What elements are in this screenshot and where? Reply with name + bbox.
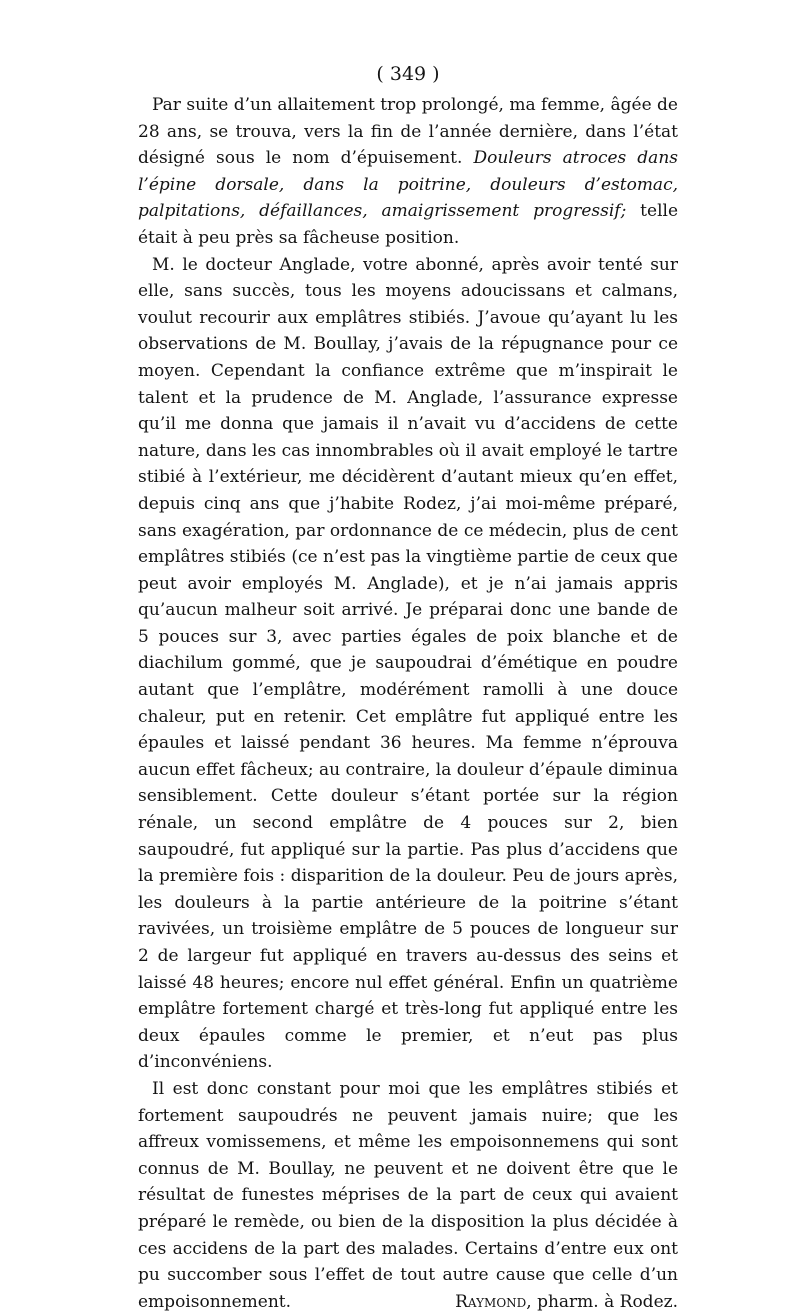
page-number: ( 349 )	[376, 63, 440, 85]
signature-name: Raymond	[455, 1291, 527, 1312]
paragraph-2: M. le docteur Anglade, votre abonné, après avoir tenté sur elle, sans succès, tous les moyens adoucissans et calmans, voulut recourir aux emplâtres stibiés. J’avoue qu’ayant lu les observations de M. Boullay, j’avais de la répugnance pour ce moyen. Cependant la confiance extrême que m’inspirait le talent et la prudence de M. Anglade, l’assurance expresse qu’il me donna que jamais il n’avait vu d’accidens de cette nature, dans les cas innombrables où il avait employé le tartre stibié à l’extérieur, me décidèrent d’autant mieux qu’en effet, depuis cinq ans que j’habite Rodez, j’ai moi-même préparé, sans exagération, par ordonnance de ce médecin, plus de cent emplâtres stibiés (ce n’est pas la vingtième partie de ceux que peut avoir employés M. Anglade), et je n’ai jamais appris qu’aucun malheur soit arrivé. Je préparai donc une bande de 5 pouces sur 3, avec parties égales de poix blanche et de diachilum gommé, que je saupoudrai d’émétique en poudre autant que l’emplâtre, modérément ramolli à une douce chaleur, put en retenir. Cet emplâtre fut appliqué entre les épaules et laissé pendant 36 heures. Ma femme n’éprouva aucun effet fâcheux; au contraire, la douleur d’épaule diminua sensiblement. Cette douleur s’étant portée sur la région rénale, un second emplâtre de 4 pouces sur 2, bien saupoudré, fut appliqué sur la partie. Pas plus d’accidens que la première fois : disparition de la douleur. Peu de jours après, les douleurs à la partie antérieure de la poitrine s’étant ravivées, un troisième emplâtre de 5 pouces de longueur sur 2 de largeur fut appliqué en travers au-dessus des seins et laissé 48 heures; encore nul effet général. Enfin un quatrième emplâtre fortement chargé et très-long fut appliqué entre les deux épaules comme le premier, et n’eut pas plus d’inconvéniens.	[138, 254, 678, 1073]
paragraph-1-text-a: Par suite d’un allaitement trop prolongé, ma femme, âgée de 28 ans, se trouva, vers la fin de l’année dernière, dans l’état désigné sous le nom d’épuisement.	[138, 95, 678, 169]
signature-rest: , pharm. à Rodez.	[526, 1291, 678, 1312]
paragraph-1-text-b: telle était à peu près sa fâcheuse position.	[138, 201, 679, 248]
paragraph-1	[138, 92, 678, 252]
paragraph-3-text: Il est donc constant pour moi que les emplâtres stibiés et fortement saupoudrés ne peuvent jamais nuire; que les affreux vomissemens, et même les empoisonnemens qui sont connus de M. Boullay, ne peuvent et ne doivent être que le résultat de funestes méprises de la part de ceux qui avaient préparé le remède, ou bien de la disposition la plus décidée à ces accidens de la part des malades. Certains d’entre eux ont pu succomber sous l’effet de tout autre cause que celle d’un empoisonnement.	[138, 1078, 678, 1312]
document-page	[138, 60, 678, 1315]
paragraph-1-symptoms-italic: Douleurs atroces dans l’épine dorsale, dans la poitrine, douleurs d’estomac, palpitations, défaillances, amaigrissement progressif;	[138, 148, 678, 222]
paragraph-3	[138, 1076, 678, 1315]
signature	[433, 1289, 678, 1315]
